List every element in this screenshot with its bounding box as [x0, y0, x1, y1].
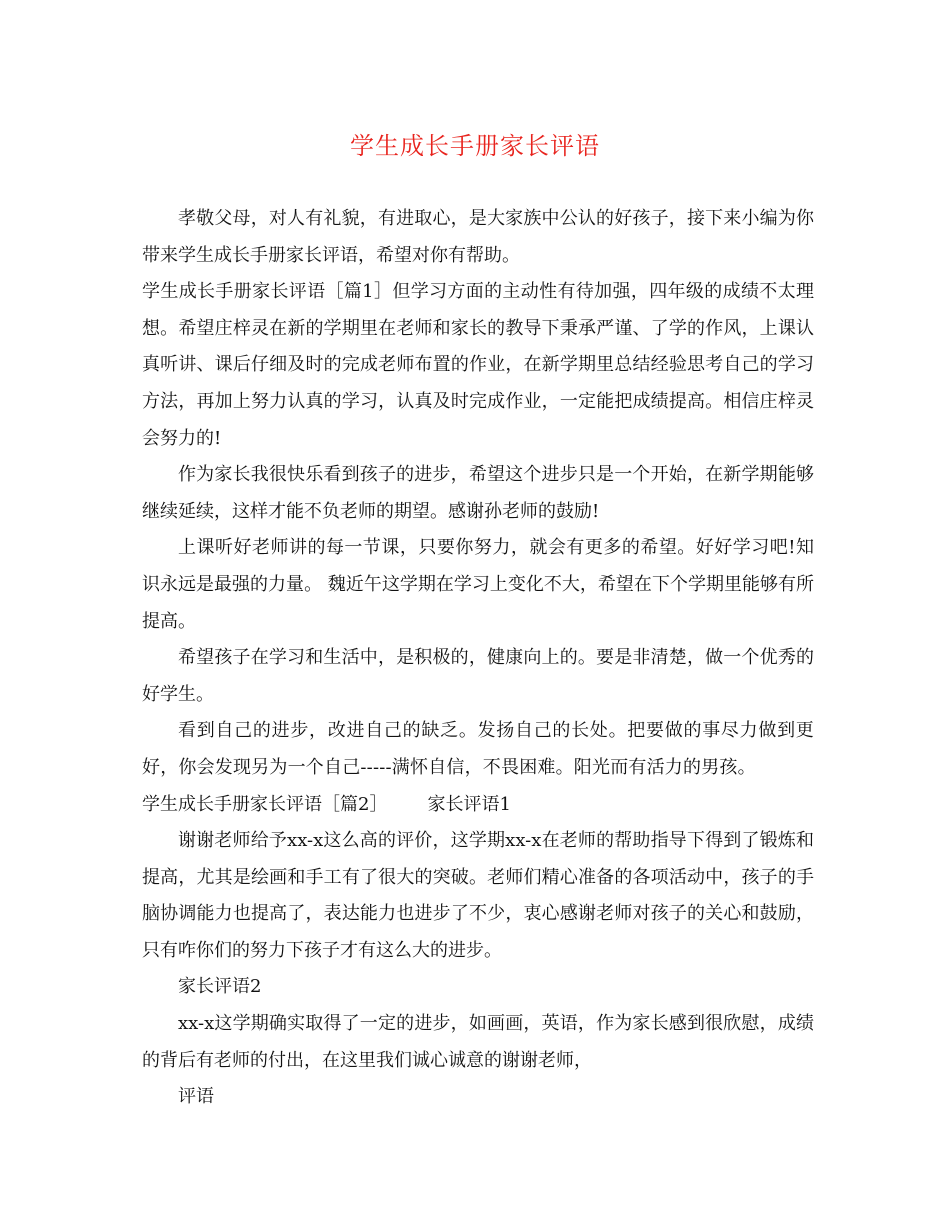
- document-body: [142, 201, 814, 1116]
- section-heading-2: 学生成长手册家长评语［篇2］: [142, 793, 388, 815]
- section-1-text: 但学习方面的主动性有待加强，四年级的成绩不太理想。希望庄梓灵在新的学期里在老师和家长的教导下秉承严谨、了学的作风，上课认真听讲、课后仔细及时的完成老师布置的作业，在新学期里总结经验思考自己的学习方法，再加上努力认真的学习，认真及时完成作业，一定能把成绩提高。相信庄梓灵会努力的!: [142, 281, 815, 449]
- section-heading-1: 学生成长手册家长评语［篇1］: [142, 281, 393, 303]
- paragraph: 希望孩子在学习和生活中，是积极的，健康向上的。要是非清楚，做一个优秀的好学生。: [142, 647, 814, 705]
- subheading-comment: 评语: [178, 1086, 214, 1108]
- paragraph: 作为家长我很快乐看到孩子的进步，希望这个进步只是一个开始，在新学期能够继续延续，这样才能不负老师的期望。感谢孙老师的鼓励!: [142, 464, 814, 522]
- paragraph-intro: 孝敬父母，对人有礼貌，有进取心，是大家族中公认的好孩子，接下来小编为你带来学生成长手册家长评语，希望对你有帮助。: [142, 208, 814, 266]
- paragraph: xx-x这学期确实取得了一定的进步，如画画，英语，作为家长感到很欣慰，成绩的背后有老师的付出，在这里我们诚心诚意的谢谢老师，: [142, 1013, 814, 1071]
- paragraph-section-1: [142, 274, 814, 457]
- paragraph: 上课听好老师讲的每一节课，只要你努力，就会有更多的希望。好好学习吧!知识永远是最强的力量。 魏近午这学期在学习上变化不大，希望在下个学期里能够有所提高。: [142, 537, 814, 632]
- paragraph-section-2: [142, 787, 814, 824]
- section-2-subheading: 家长评语1: [427, 793, 511, 815]
- paragraph: 谢谢老师给予xx-x这么高的评价，这学期xx-x在老师的帮助指导下得到了锻炼和提高，尤其是绘画和手工有了很大的突破。老师们精心准备的各项活动中，孩子的手脑协调能力也提高了，表达能力也进步了不少，衷心感谢老师对孩子的关心和鼓励，只有咋你们的努力下孩子才有这么大的进步。: [142, 830, 814, 961]
- paragraph: 看到自己的进步，改进自己的缺乏。发扬自己的长处。把要做的事尽力做到更好，你会发现另为一个自己-----满怀自信，不畏困难。阳光而有活力的男孩。: [142, 720, 814, 778]
- document-title: 学生成长手册家长评语: [350, 132, 600, 160]
- subheading-comment-2: 家长评语2: [178, 976, 262, 998]
